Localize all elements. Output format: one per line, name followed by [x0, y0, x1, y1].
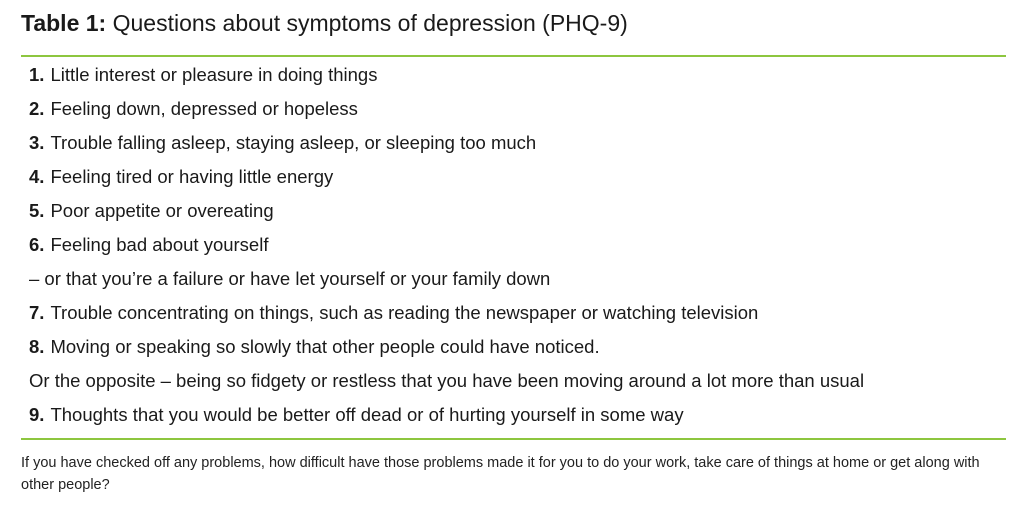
question-text: Thoughts that you would be better off dead or of hurting yourself in some way	[50, 404, 684, 425]
question-number: 2.	[29, 98, 45, 119]
table-label: Table 1:	[21, 10, 107, 36]
question-text: Feeling down, depressed or hopeless	[50, 98, 358, 119]
table-title-text: Questions about symptoms of depression (PHQ-9)	[112, 10, 628, 36]
question-number: 3.	[29, 132, 45, 153]
question-continuation	[29, 365, 999, 399]
question-text: – or that you’re a failure or have let yourself or your family down	[29, 268, 551, 289]
question-item	[29, 229, 999, 263]
table-footnote: If you have checked off any problems, how difficult have those problems made it for you to do your work, take care of things at home or get along with other people?	[21, 455, 980, 493]
question-list	[29, 59, 999, 433]
question-number: 7.	[29, 302, 45, 323]
table-title	[21, 8, 628, 38]
question-item	[29, 297, 999, 331]
question-number: 5.	[29, 200, 45, 221]
question-item	[29, 93, 999, 127]
question-number: 4.	[29, 166, 45, 187]
question-number: 8.	[29, 336, 45, 357]
question-text: Feeling bad about yourself	[50, 234, 269, 255]
question-text: Or the opposite – being so fidgety or restless that you have been moving around a lot more than usual	[29, 370, 865, 391]
question-text: Trouble concentrating on things, such as reading the newspaper or watching television	[50, 302, 759, 323]
bottom-divider	[21, 438, 1006, 440]
question-text: Feeling tired or having little energy	[50, 166, 334, 187]
question-item	[29, 127, 999, 161]
question-text: Poor appetite or overeating	[50, 200, 274, 221]
question-number: 6.	[29, 234, 45, 255]
question-item	[29, 59, 999, 93]
question-number: 9.	[29, 404, 45, 425]
question-text: Trouble falling asleep, staying asleep, or sleeping too much	[50, 132, 537, 153]
question-number: 1.	[29, 64, 45, 85]
question-text: Moving or speaking so slowly that other people could have noticed.	[50, 336, 600, 357]
question-text: Little interest or pleasure in doing things	[50, 64, 378, 85]
question-item	[29, 331, 999, 365]
question-continuation	[29, 263, 999, 297]
question-item	[29, 161, 999, 195]
question-item	[29, 195, 999, 229]
top-divider	[21, 55, 1006, 57]
question-item	[29, 399, 999, 433]
